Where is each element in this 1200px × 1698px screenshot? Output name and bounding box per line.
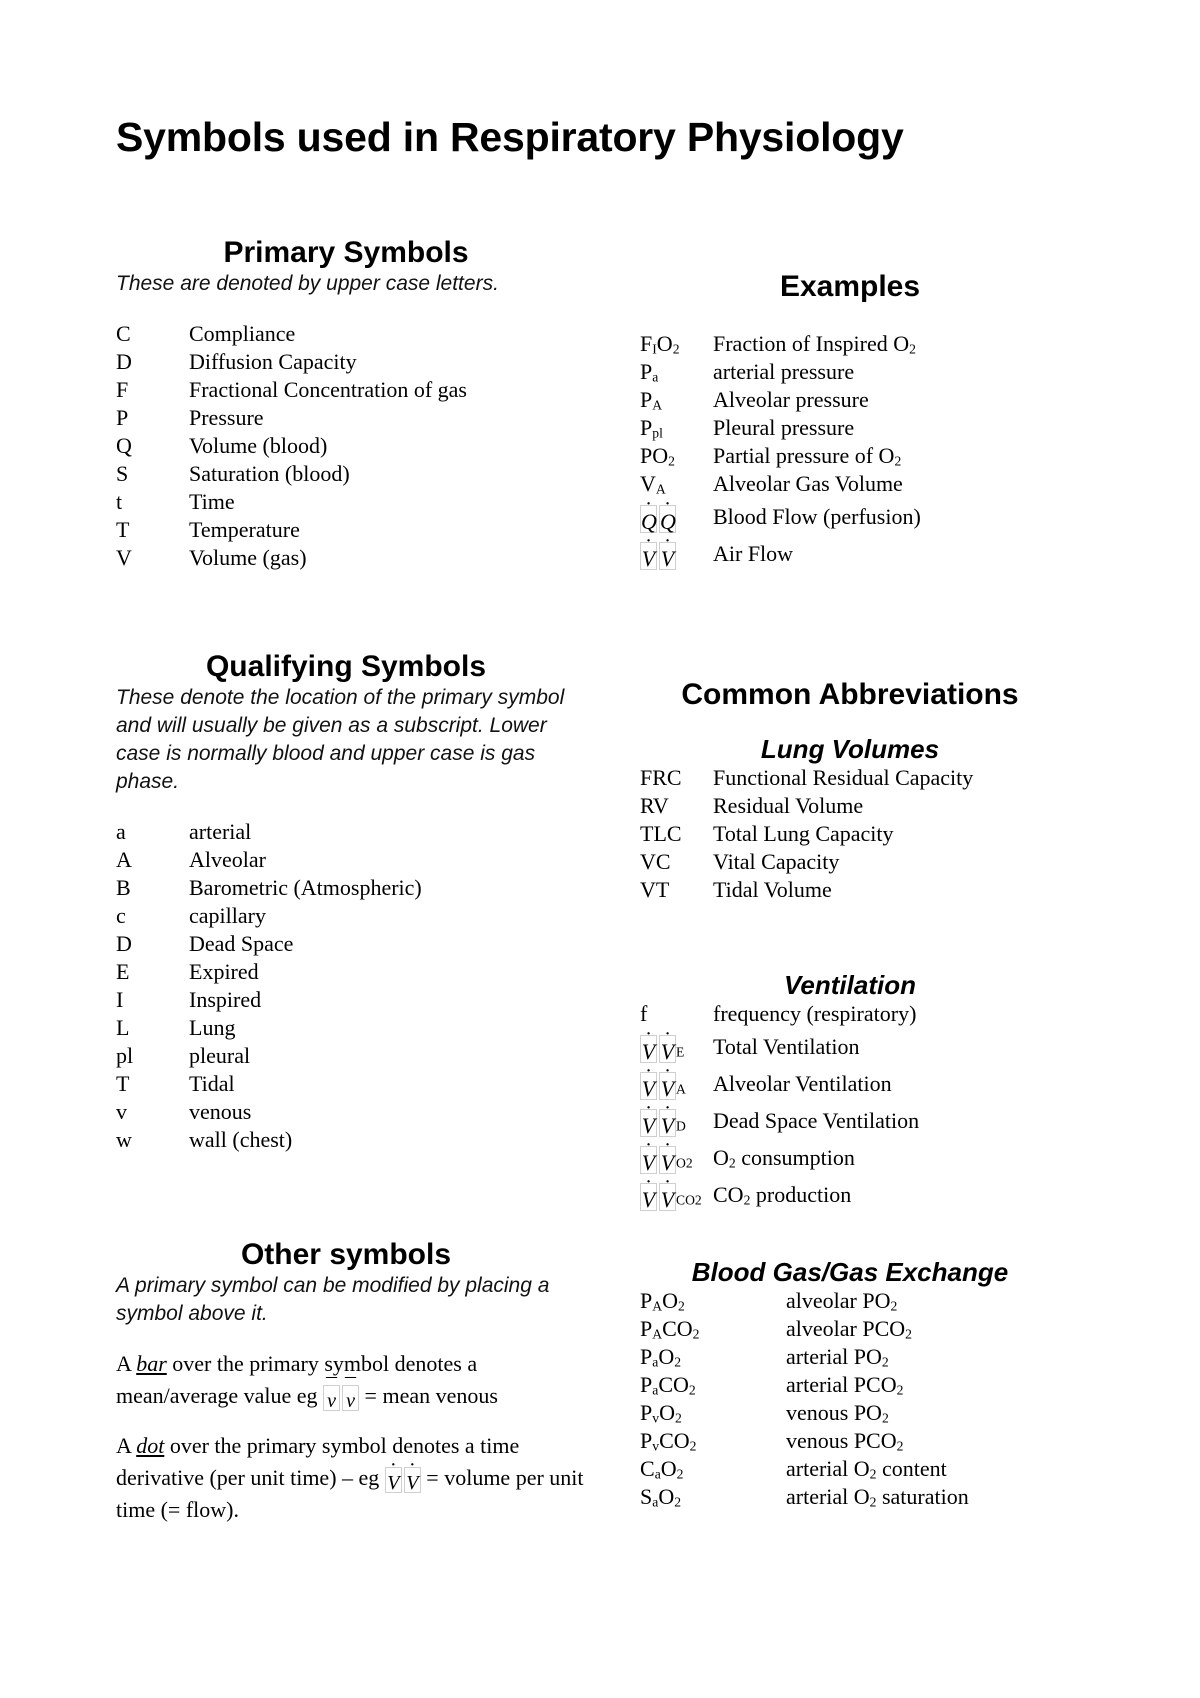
list-item [116,404,576,432]
list-item [116,432,576,460]
example-symbol [640,535,713,572]
list-item [116,874,576,902]
dot-glyph: ˙ Q [659,505,676,533]
abbreviation-meaning: venous $PO_2$ [786,1400,889,1426]
symbol-meaning: Lung [189,1015,236,1040]
bar-explanation [116,1348,586,1412]
abbreviation: f [640,1001,648,1026]
primary-symbols-section [116,236,576,572]
dot-glyph: ˙ V [640,1072,657,1100]
list-item [640,1371,1080,1399]
list-item [640,1287,1080,1315]
dot-symbol-glyph [385,1467,421,1493]
abbreviation: TLC [640,821,682,846]
symbol-meaning: Dead Space [189,931,294,956]
list-item [116,544,576,572]
list-item [640,1455,1080,1483]
dot-glyph: ˙ Q [640,505,657,533]
bar-text-post: = mean venous [359,1383,498,1408]
bar-glyph: ¯ v [342,1385,359,1411]
abbreviation: ˙ V ˙ V $_A$ [640,1065,713,1102]
common-abbreviations-heading: Common Abbreviations [681,678,1019,711]
example-symbol: $V_A$ [640,471,666,497]
list-item [116,818,576,846]
other-symbols-section [116,1238,584,1526]
abbreviation: $P_aCO_2$ [640,1372,696,1398]
example-symbol: $P_a$ [640,359,659,385]
abbreviation: $S_aO_2$ [640,1484,682,1510]
other-symbols-description: A primary symbol can be modified by placing a symbol above it. [116,1274,550,1325]
dot-glyph: ˙ V [659,542,676,570]
list-item [640,330,1080,358]
abbreviation-meaning: $O_2$ consumption [713,1145,855,1171]
abbreviation-meaning: arterial $O_2$ content [786,1456,947,1482]
abbreviation-meaning: Alveolar Ventilation [713,1071,892,1096]
symbol-meaning: venous [189,1099,252,1124]
example-symbol: $PO_2$ [640,443,675,469]
list-item [640,848,1080,876]
qualifying-symbols-section [116,650,576,1154]
symbol-meaning: Diffusion Capacity [189,349,357,374]
abbreviation-meaning: arterial $PCO_2$ [786,1372,904,1398]
list-item [640,1483,1080,1511]
list-item [640,1176,1080,1213]
abbreviation-meaning: Total Lung Capacity [713,821,894,846]
list-item [640,1065,1080,1102]
list-item [640,470,1080,498]
list-item [640,792,1080,820]
symbol: C [116,321,131,346]
example-symbol: $P_A$ [640,387,663,413]
list-item [640,1399,1080,1427]
bar-keyword: bar [136,1351,167,1376]
dot-glyph: ˙ V [659,1146,676,1174]
abbreviation: ˙ V ˙ V $_{CO2}$ [640,1176,713,1213]
symbol-meaning: Expired [189,959,259,984]
symbol: w [116,1127,132,1152]
list-item [116,460,576,488]
abbreviation: ˙ V ˙ V $_{O2}$ [640,1139,713,1176]
example-meaning: Pleural pressure [713,415,855,440]
qualifying-symbols-list [116,818,576,1154]
symbol-meaning: Saturation (blood) [189,461,350,486]
example-symbol [640,498,713,535]
list-item [116,320,576,348]
abbreviation: $P_aO_2$ [640,1344,682,1370]
list-item [116,348,576,376]
list-item [640,1102,1080,1139]
symbol: pl [116,1043,134,1068]
list-item [116,488,576,516]
abbreviation-meaning: Functional Residual Capacity [713,765,974,790]
list-item [640,498,1080,535]
lung-volumes-list [640,764,1080,904]
symbol-meaning: Tidal [189,1071,235,1096]
symbol-meaning: Volume (blood) [189,433,328,458]
dot-explanation [116,1430,586,1526]
symbol: P [116,405,129,430]
symbol: v [116,1099,127,1124]
examples-list [640,330,1080,572]
dot-text-post: = volume per unit time (= flow). [116,1465,584,1522]
abbreviation: ˙ V ˙ V $_E$ [640,1028,713,1065]
dotted-glyph-pair [640,1109,676,1137]
abbreviation: $P_ACO_2$ [640,1316,700,1342]
bar-glyph: ¯ v [323,1385,340,1411]
dot-glyph: ˙ V [404,1467,421,1493]
list-item [640,535,1080,572]
abbreviation-meaning: Total Ventilation [713,1034,860,1059]
examples-section [640,270,1080,572]
abbreviation-meaning: arterial $PO_2$ [786,1344,889,1370]
list-item [116,986,576,1014]
example-meaning: Fraction of Inspired $O_2$ [713,331,916,357]
abbreviation: VC [640,849,671,874]
symbol-meaning: Inspired [189,987,262,1012]
abbreviation: ˙ V ˙ V $_D$ [640,1102,713,1139]
abbreviation-meaning: Vital Capacity [713,849,840,874]
symbol: B [116,875,131,900]
dot-glyph: ˙ V [640,1035,657,1063]
symbol: S [116,461,129,486]
symbol: I [116,987,124,1012]
list-item [640,1315,1080,1343]
list-item [116,1014,576,1042]
qualifying-symbols-description: These denote the location of the primary symbol and will usually be given as a subscript. Lower case is normally blood and upper case is gas phase. [116,686,565,793]
list-item [640,414,1080,442]
list-item [640,442,1080,470]
list-item [116,1042,576,1070]
symbol-meaning: Barometric (Atmospheric) [189,875,422,900]
list-item [640,1028,1080,1065]
primary-symbols-list [116,320,576,572]
list-item [116,902,576,930]
list-item [116,516,576,544]
list-item [116,930,576,958]
symbol: A [116,847,132,872]
abbreviation-meaning: alveolar $PO_2$ [786,1288,898,1314]
symbol-meaning: Compliance [189,321,296,346]
symbol: Q [116,433,132,458]
symbol-meaning: Volume (gas) [189,545,307,570]
symbol-meaning: wall (chest) [189,1127,293,1152]
blood-gas-heading: Blood Gas/Gas Exchange [691,1257,1009,1287]
other-symbols-heading: Other symbols [240,1238,452,1271]
list-item [640,1427,1080,1455]
abbreviation-meaning: venous $PCO_2$ [786,1428,904,1454]
list-item [640,1000,1080,1028]
dot-text-mid: over the primary symbol denotes a time derivative (per unit time) – eg [116,1433,520,1490]
abbreviation-meaning: Dead Space Ventilation [713,1108,920,1133]
abbreviation-meaning: Residual Volume [713,793,864,818]
symbol-meaning: arterial [189,819,252,844]
dot-glyph: ˙ V [659,1072,676,1100]
symbol: F [116,377,129,402]
dot-glyph: ˙ V [640,1109,657,1137]
symbol: E [116,959,130,984]
dotted-glyph-pair [640,1183,676,1211]
example-meaning: Air Flow [713,541,794,566]
list-item [116,1098,576,1126]
dotted-glyph-pair [640,1072,676,1100]
example-meaning: Blood Flow (perfusion) [713,504,921,529]
bar-symbol-glyph [323,1385,359,1411]
example-meaning: arterial pressure [713,359,855,384]
example-symbol: $P_{pl}$ [640,415,663,441]
list-item [640,764,1080,792]
list-item [640,820,1080,848]
abbreviation-meaning: alveolar $PCO_2$ [786,1316,912,1342]
symbol-meaning: Temperature [189,517,300,542]
list-item [640,1343,1080,1371]
list-item [116,376,576,404]
list-item [640,1139,1080,1176]
dot-glyph: ˙ V [640,1146,657,1174]
abbreviation-meaning: $CO_2$ production [713,1182,852,1208]
dot-glyph: ˙ V [659,1109,676,1137]
primary-symbols-heading: Primary Symbols [223,236,469,269]
list-item [640,386,1080,414]
symbol: t [116,489,123,514]
symbol: D [116,931,132,956]
dotted-glyph-pair [640,1035,676,1063]
list-item [640,358,1080,386]
common-abbreviations-section [640,678,1080,1511]
blood-gas-list [640,1287,1080,1511]
symbol-meaning: capillary [189,903,266,928]
symbol: T [116,517,130,542]
symbol: L [116,1015,130,1040]
abbreviation: $P_vO_2$ [640,1400,682,1426]
dotted-glyph-pair [640,1146,676,1174]
list-item [116,1126,576,1154]
dot-glyph: ˙ V [659,1035,676,1063]
abbreviation: RV [640,793,669,818]
list-item [116,958,576,986]
symbol-meaning: Fractional Concentration of gas [189,377,467,402]
abbreviation: $P_vCO_2$ [640,1428,697,1454]
symbol-meaning: Time [189,489,235,514]
dot-glyph: ˙ V [385,1467,402,1493]
abbreviation: $P_AO_2$ [640,1288,685,1314]
abbreviation: FRC [640,765,682,790]
bar-text-mid: over the primary symbol denotes a mean/average value eg [116,1351,478,1408]
dotted-glyph-pair [640,542,676,570]
symbol: T [116,1071,130,1096]
symbol: V [116,545,132,570]
dot-glyph: ˙ V [640,1183,657,1211]
symbol: c [116,903,126,928]
qualifying-symbols-heading: Qualifying Symbols [205,650,487,683]
example-meaning: Partial pressure of $O_2$ [713,443,902,469]
abbreviation-meaning: Tidal Volume [713,877,832,902]
abbreviation: $C_aO_2$ [640,1456,684,1482]
symbol-meaning: Pressure [189,405,264,430]
primary-symbols-description: These are denoted by upper case letters. [116,272,499,295]
dot-text-pre: A [116,1433,137,1458]
symbol: a [116,819,126,844]
list-item [640,876,1080,904]
bar-text-pre: A [116,1351,137,1376]
dot-glyph: ˙ V [659,1183,676,1211]
lung-volumes-heading: Lung Volumes [760,734,940,764]
abbreviation-meaning: arterial $O_2$ saturation [786,1484,969,1510]
symbol-meaning: Alveolar [189,847,266,872]
example-meaning: Alveolar Gas Volume [713,471,903,496]
symbol-meaning: pleural [189,1043,251,1068]
symbol: D [116,349,132,374]
example-meaning: Alveolar pressure [713,387,869,412]
ventilation-list [640,1000,1080,1213]
abbreviation: VT [640,877,670,902]
ventilation-heading: Ventilation [784,970,916,1000]
page-title: Symbols used in Respiratory Physiology [116,114,904,160]
examples-heading: Examples [779,270,921,303]
example-symbol: $F_IO_2$ [640,331,680,357]
list-item [116,1070,576,1098]
abbreviation-meaning: frequency (respiratory) [713,1001,917,1026]
list-item [116,846,576,874]
dot-glyph: ˙ V [640,542,657,570]
dotted-glyph-pair [640,505,676,533]
dot-keyword: dot [136,1433,165,1458]
